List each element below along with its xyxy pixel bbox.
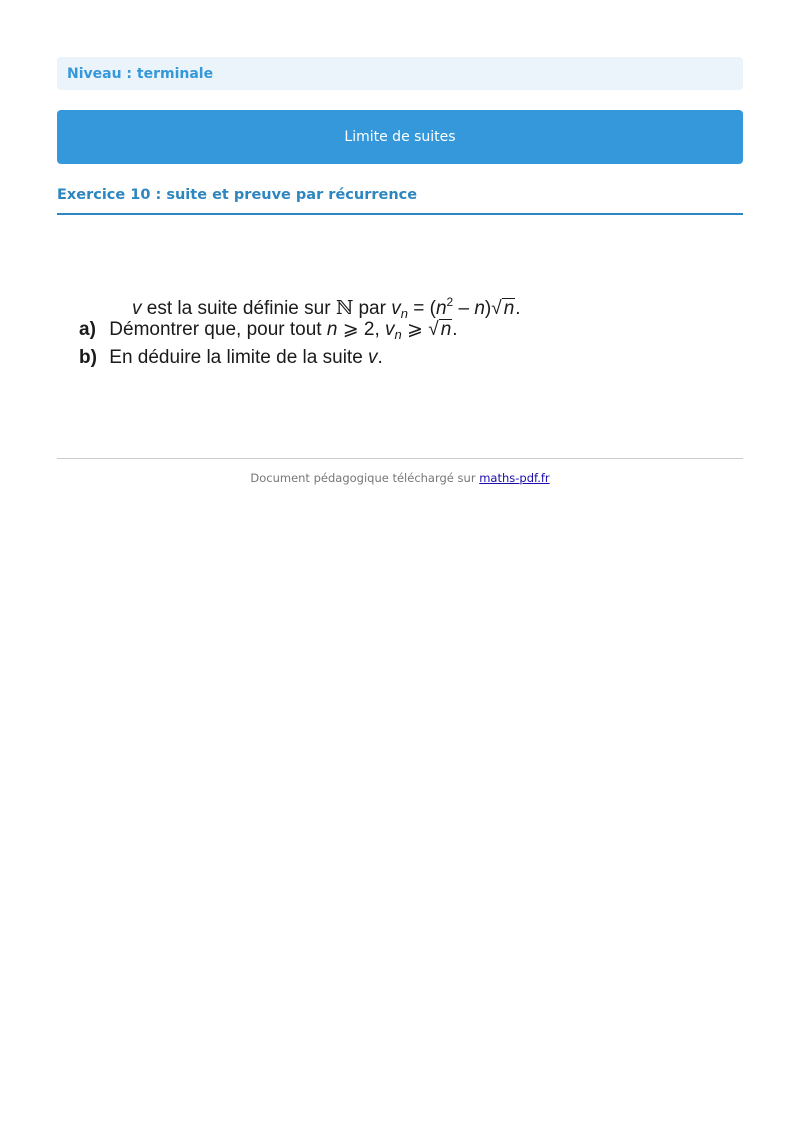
formula-subscript-n: n bbox=[400, 306, 408, 321]
formula-v: v bbox=[391, 298, 401, 319]
radicand: n bbox=[503, 298, 515, 319]
level-badge bbox=[57, 57, 743, 90]
question-a-period: . bbox=[452, 319, 458, 340]
formula-period: . bbox=[515, 298, 521, 319]
formula-n-squared-base: n bbox=[435, 298, 447, 319]
question-a-condition: ⩾ 2, bbox=[337, 319, 386, 340]
chapter-title: Limite de suites bbox=[344, 129, 456, 145]
question-b-period: . bbox=[377, 347, 383, 368]
exercise-statement bbox=[79, 288, 679, 372]
formula-close-paren: ) bbox=[484, 298, 492, 319]
question-a-v: v bbox=[385, 319, 395, 340]
question-b-letter: b) bbox=[79, 347, 97, 368]
radical-sign: √ bbox=[491, 298, 502, 319]
footer bbox=[57, 471, 743, 485]
formula-square-root bbox=[491, 295, 515, 323]
naturals-symbol: ℕ bbox=[335, 297, 354, 319]
exercise-heading: Exercice 10 : suite et preuve par récurrence bbox=[57, 185, 743, 215]
question-a-subscript-n: n bbox=[394, 327, 402, 342]
footer-link[interactable]: maths-pdf.fr bbox=[479, 471, 550, 485]
question-a-n: n bbox=[326, 319, 338, 340]
question-a-square-root bbox=[428, 316, 452, 344]
chapter-title-banner bbox=[57, 110, 743, 164]
intro-text-a: est la suite définie sur bbox=[141, 298, 336, 319]
formula-exponent: 2 bbox=[446, 295, 454, 309]
intro-text-b: par bbox=[353, 298, 392, 319]
formula-n: n bbox=[474, 298, 485, 319]
radical-sign: √ bbox=[428, 319, 439, 340]
formula-minus: – bbox=[453, 298, 475, 319]
question-a-letter: a) bbox=[79, 319, 96, 340]
formula-equals: = ( bbox=[407, 298, 436, 319]
question-b bbox=[79, 344, 679, 372]
question-b-text: En déduire la limite de la suite bbox=[104, 347, 369, 368]
question-a bbox=[79, 316, 679, 344]
radicand: n bbox=[440, 319, 452, 340]
level-text: Niveau : terminale bbox=[67, 65, 214, 82]
sequence-name: v bbox=[132, 298, 142, 319]
footer-prefix: Document pédagogique téléchargé sur bbox=[250, 471, 480, 485]
footer-divider bbox=[57, 458, 743, 459]
question-a-ge: ⩾ bbox=[401, 319, 429, 340]
exercise-intro bbox=[79, 288, 679, 321]
question-b-v: v bbox=[368, 347, 378, 368]
question-a-text: Démontrer que, pour tout bbox=[104, 319, 327, 340]
